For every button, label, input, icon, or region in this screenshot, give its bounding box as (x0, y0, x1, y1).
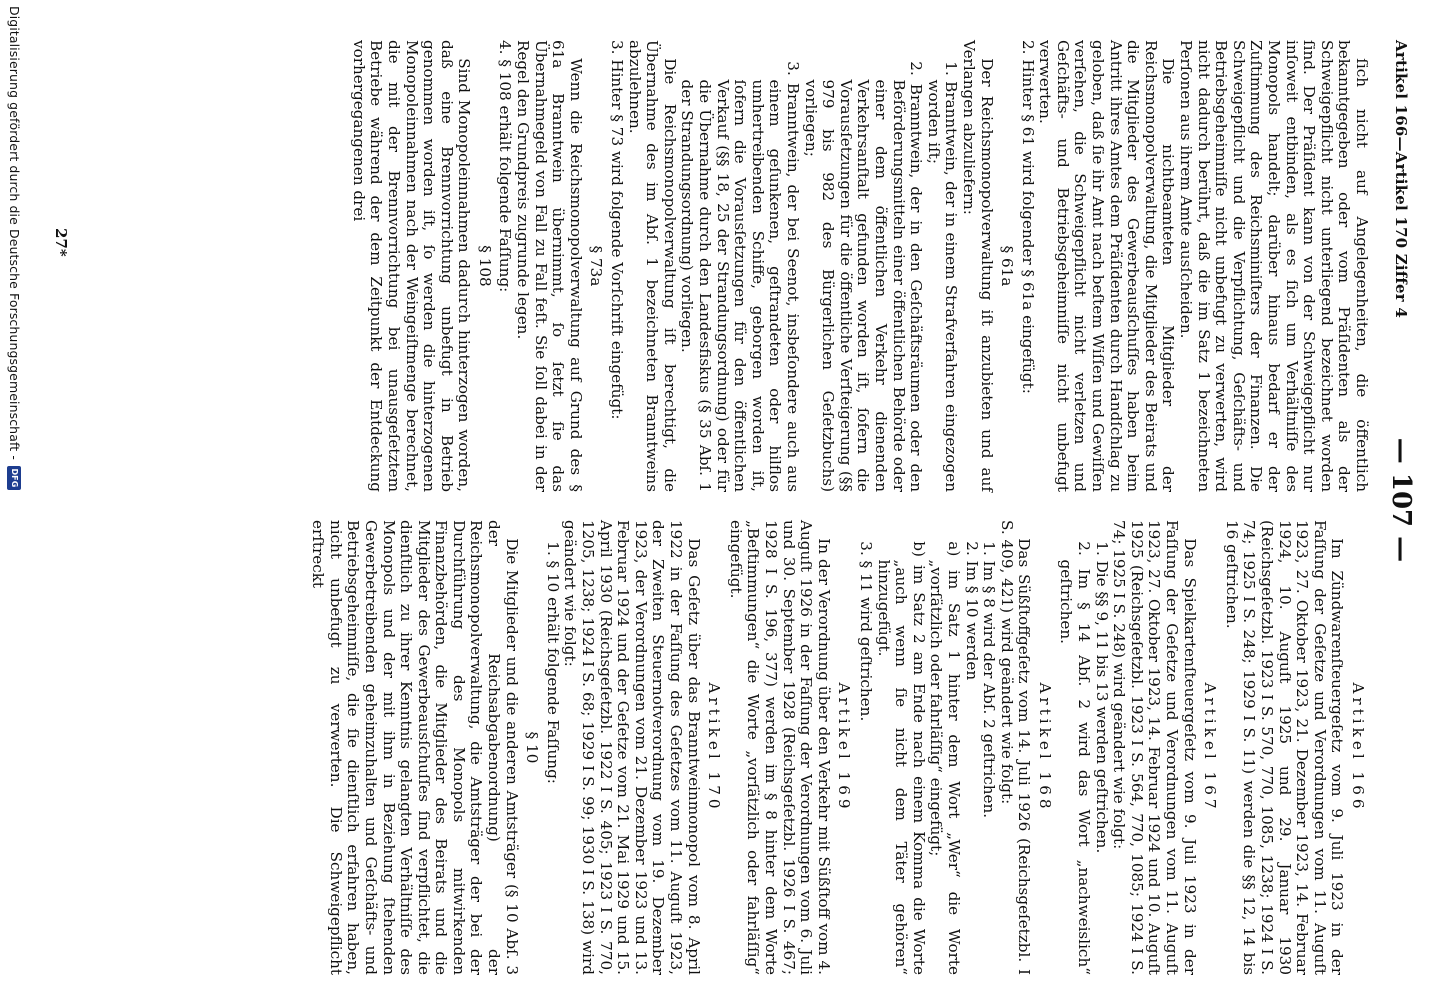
left-column-paragraph: 4. § 108 erhält folgende Faſſung: (496, 40, 515, 293)
right-column-paragraph: Artikel 170 (705, 682, 724, 813)
right-column-paragraph: 2. Im § 14 Abſ. 2 wird das Wort „nachweislich“ geſtrichen. (1057, 541, 1094, 975)
left-column-paragraph: 2. Hinter § 61 wird folgender § 61a eingefügt: (1018, 40, 1037, 394)
left-column (349, 40, 1370, 492)
right-column-paragraph: § 10 (523, 731, 542, 764)
left-column-paragraph: § 73a (587, 245, 606, 287)
left-column-paragraph: Der Reichsmonopolverwaltung iſt anzubieten und auf Verlangen abzuliefern: (959, 40, 996, 492)
right-column-paragraph: Im Zündwarenſteuergeſetz vom 9. Juli 1923 in der Faſſung der Geſetze und Verordnungen vom 11. Auguſt 1923, 27. Oktober 1923, 21. Dezember 1923, 14. Februar 1924, 10. Auguſt 1925 und 29. Januar 1930 (Reichsgeſetzbl. 1923 I S. 570, 770, 1085, 1238; 1924 I S. 74; 1925 I S. 248; 1929 I S. 11) werden die §§ 12, 14 bis 16 geſtrichen. (1222, 520, 1347, 975)
left-column-paragraph: Wenn die Reichsmonopolverwaltung auf Grund des § 61a Branntwein übernimmt, ſo ſetzt ſie das Übernahmegeld von Fall zu Fall feſt. Sie ſoll dabei in der Regel den Grundpreis zugrunde legen. (514, 40, 585, 492)
right-column-paragraph: Das Spielkartenſteuergeſetz vom 9. Juli 1923 in der Faſſung der Geſetze und Verordnungen vom 11. Auguſt 1923, 27. Oktober 1923, 14. Februar 1924 und 10. Auguſt 1925 (Reichsgeſetzbl. 1923 I S. 564, 770, 1085; 1924 I S. 74; 1925 I S. 248) wird geändert wie folgt: (1110, 520, 1199, 975)
credit-text: Digitalisierung gefördert durch die Deutsche Forschungsgemeinschaft - (7, 6, 22, 460)
right-column-paragraph: a) im Satz 1 hinter dem Wort „Wer“ die Worte „vorſätzlich oder fahrläſſig“ eingefügt; (927, 541, 963, 975)
left-column-paragraph: Sind Monopoleinnahmen dadurch hinterzogen worden, daß eine Brennvorrichtung unbefugt in Betrieb genommen worden iſt, ſo werden die hinterzogenen Monopoleinnahmen nach der Weingeiſtmenge berechnet, die mit der Brennvorrichtung bei unausgeſetztem Betriebe während der dem Zeitpunkt der Entdeckung vorhergegangenen drei (349, 40, 474, 492)
right-column-paragraph: 3. § 11 wird geſtrichen. (856, 541, 875, 722)
left-column-paragraph: 2. Branntwein, der in den Geſchäftsräumen oder den Beförderungsmitteln einer öffentlichen Behörde oder einer dem öffentlichen Verkehr dienenden Verkehrsanſtalt gefunden worden iſt, ſofern die Vorausſetzungen für die öffentliche Verſteigerung (§§ 979 bis 982 des Bürgerlichen Geſetzbuchs) vorliegen; (801, 61, 926, 492)
right-column-paragraph: 1. § 10 erhält folgende Faſſung: (543, 541, 562, 784)
right-column-paragraph: Artikel 168 (1035, 682, 1054, 813)
signature-mark: 27* (52, 228, 70, 257)
left-column-paragraph: ſich nicht auf Angelegenheiten, die öffentlich bekanntgegeben oder vom Präſidenten als der Schweigepflicht nicht unterliegend bezeichnet worden ſind. Der Präſident kann von der Schweigepflicht nur inſoweit entbinden, als es ſich um Verhältniſſe des Monopols handelt; darüber hinaus bedarf er der Zuſtimmung des Reichsminiſters der Finanzen. Die Schweigepflicht und die Verpflichtung, Geſchäfts- und Betriebsgeheimniſſe nicht unbefugt zu verwerten, wird nicht dadurch berührt, daß die im Satz 1 bezeichneten Perſonen aus ihrem Amte ausſcheiden. (1177, 40, 1371, 492)
page-number: — 107 — (1386, 437, 1416, 563)
right-column-paragraph: Das Süßſtoffgeſetz vom 14. Juli 1926 (Reichsgeſetzbl. I S. 409, 421) wird geändert wie folgt: (997, 520, 1034, 975)
left-column-paragraph: Die nichtbeamteten Mitglieder der Reichsmonopolverwaltung, die Mitglieder des Beirats und die Mitglieder des Gewerbeausſchuſſes haben beim Antritt ihres Amtes dem Präſidenten durch Handſchlag zu geloben, daß ſie ihr Amt nach beſtem Wiſſen und Gewiſſen verſehen, die Schweigepflicht nicht verletzen und Geſchäfts- und Betriebsgeheimniſſe nicht unbefugt verwerten. (1036, 40, 1178, 492)
left-column-paragraph: 3. Branntwein, der bei Seenot, insbeſondere auch aus einem geſunkenen, geſtrandeten oder hilflos umhertreibenden Schiffe, geborgen worden iſt, ſofern die Vorausſetzungen für den öffentlichen Verkauf (§§ 18, 25 der Strandungsordnung) oder für die Übernahme durch den Landesfiskus (§ 35 Abſ. 1 der Strandungsordnung) vorliegen. (678, 61, 802, 492)
right-column-paragraph: b) im Satz 2 am Ende nach einem Komma die Worte „auch wenn ſie nicht dem Täter gehören“ hinzugefügt. (874, 541, 928, 975)
right-column-paragraph: 1. Die §§ 9, 11 bis 13 werden geſtrichen. (1092, 541, 1111, 854)
left-column-paragraph: § 108 (475, 245, 494, 287)
left-column-paragraph: 1. Branntwein, der in einem Strafverfahren eingezogen worden iſt; (924, 61, 961, 492)
left-column-paragraph: 3. Hinter § 73 wird folgende Vorſchrift eingefügt: (608, 40, 627, 420)
digitization-credit (7, 6, 22, 490)
right-column-paragraph: In der Verordnung über den Verkehr mit Süßſtoff vom 4. Auguſt 1926 in der Faſſung der Verordnungen vom 6. Juli und 30. September 1928 (Reichsgeſetzbl. 1926 I S. 467; 1928 I S. 196, 377) werden im § 8 hinter dem Worte „Beſtimmungen“ die Worte „vorſätzlich oder fahrläſſig“ eingefügt. (726, 520, 833, 975)
right-column-paragraph: Artikel 167 (1201, 682, 1220, 813)
right-column-paragraph: Artikel 169 (835, 682, 854, 813)
right-column-paragraph: 2. Im § 10 werden (962, 541, 981, 681)
right-column-paragraph: 1. Im § 8 wird der Abſ. 2 geſtrichen. (980, 541, 999, 819)
page-header (1380, 40, 1416, 960)
left-column-paragraph: Die Reichsmonopolverwaltung iſt berechtigt, die Übernahme des im Abſ. 1 bezeichneten Branntweins abzulehnen. (625, 40, 679, 492)
running-title: Artikel 166—Artikel 170 Ziffer 4 (1392, 40, 1410, 318)
left-column-paragraph: § 61a (998, 245, 1017, 287)
right-column-paragraph: Die Mitglieder und die anderen Amtsträger (§ 10 Abſ. 3 der Reichsabgabenordnung) der Reichsmonopolverwaltung, die Amtsträger der bei der Durchführung des Monopols mitwirkenden Finanzbehörden, die Mitglieder des Beirats und die Mitglieder des Gewerbeausſchuſſes ſind verpflichtet, die dienſtlich zu ihrer Kenntnis gelangten Verhältniſſe des Monopols und der mit ihm in Beziehung ſtehenden Gewerbetreibenden geheimzuhalten und Geſchäfts- und Betriebsgeheimniſſe, die ſie dienſtlich erfahren haben, nicht unbefugt zu verwerten. Die Schweigepflicht erſtreckt (309, 520, 521, 975)
dfg-logo: DFG (8, 466, 22, 490)
right-column-paragraph: Artikel 166 (1349, 682, 1367, 813)
right-column-paragraph: Das Geſetz über das Branntweinmonopol vom 8. April 1922 in der Faſſung des Geſetzes vom 11. Auguſt 1923, der Zweiten Steuernotverordnung vom 19. Dezember 1923, der Verordnungen vom 21. Dezember 1923 und 13. Februar 1924 und der Geſetze vom 21. Mai 1929 und 15. April 1930 (Reichsgeſetzbl. 1922 I S. 405; 1923 I S. 770, 1205, 1238; 1924 I S. 68; 1929 I S. 99; 1930 I S. 138) wird geändert wie folgt: (561, 520, 703, 975)
right-column (309, 520, 1370, 975)
